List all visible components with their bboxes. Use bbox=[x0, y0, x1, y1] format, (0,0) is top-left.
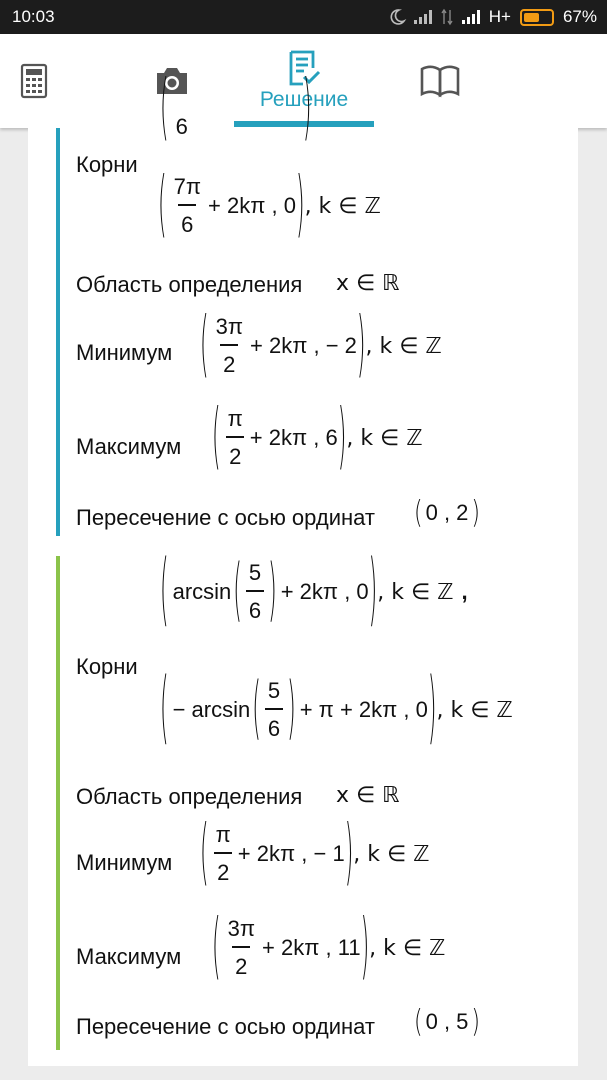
network-type: H+ bbox=[488, 7, 511, 26]
domain-value: x ∈ ℝ bbox=[336, 271, 400, 296]
battery-icon bbox=[520, 9, 554, 26]
maximum-expression-2: ( $\frac{3\pi}{2}$ + 2kπ , 11 ) , k ∈ ℤ bbox=[212, 906, 446, 990]
domain-label: Область определения bbox=[76, 272, 303, 297]
tab-book[interactable] bbox=[419, 34, 461, 128]
tab-calculator[interactable] bbox=[14, 34, 54, 128]
maximum-label-2: Максимум bbox=[76, 944, 182, 969]
domain-value-2: x ∈ ℝ bbox=[336, 783, 400, 808]
moon-icon bbox=[389, 9, 405, 25]
minimum-label-2: Минимум bbox=[76, 850, 173, 875]
domain-label-2: Область определения bbox=[76, 784, 303, 809]
status-time: 10:03 bbox=[12, 7, 55, 26]
roots-expression: ( $\frac{7\pi}{6}$ + 2kπ , 0 ) , k ∈ ℤ bbox=[158, 164, 381, 248]
roots-label: Корни bbox=[76, 152, 138, 177]
roots-expression-1: ( arcsin ( $\frac{5}{6}$ ) + 2kπ , 0 ) , k ∈ ℤ , bbox=[160, 547, 468, 637]
y-intercept-label-2: Пересечение с осью ординат bbox=[76, 1014, 375, 1039]
maximum-expression: ( $\frac{\pi}{2}$ + 2kπ , 6 ) , k ∈ ℤ bbox=[212, 396, 423, 480]
calculator-icon bbox=[21, 64, 47, 98]
tab-solution-label: Решение bbox=[259, 88, 349, 111]
status-bar bbox=[0, 0, 607, 34]
signal-icon-2 bbox=[462, 10, 480, 24]
y-intercept-value: ( 0 , 2 ) bbox=[414, 495, 480, 531]
maximum-label: Максимум bbox=[76, 434, 182, 459]
roots-expression-2: ( − arcsin ( $\frac{5}{6}$ ) + π + 2kπ , 0 ) , k ∈ ℤ bbox=[160, 665, 513, 755]
battery-percent: 67% bbox=[562, 7, 597, 26]
minimum-label: Минимум bbox=[76, 340, 173, 365]
roots-label-2: Корни bbox=[76, 654, 138, 679]
data-transfer-icon bbox=[441, 9, 453, 25]
signal-icon bbox=[414, 10, 432, 24]
minimum-expression: ( $\frac{3\pi}{2}$ + 2kπ , − 2 ) , k ∈ ℤ bbox=[200, 304, 442, 388]
clipped-previous-expression: ( 6 ) bbox=[160, 67, 312, 151]
minimum-expression-2: ( $\frac{\pi}{2}$ + 2kπ , − 1 ) , k ∈ ℤ bbox=[200, 812, 430, 896]
section-2-marker bbox=[56, 556, 60, 1050]
y-intercept-value-2: ( 0 , 5 ) bbox=[414, 1004, 480, 1040]
book-icon bbox=[420, 65, 460, 97]
section-1-marker bbox=[56, 128, 60, 536]
y-intercept-label: Пересечение с осью ординат bbox=[76, 505, 375, 530]
